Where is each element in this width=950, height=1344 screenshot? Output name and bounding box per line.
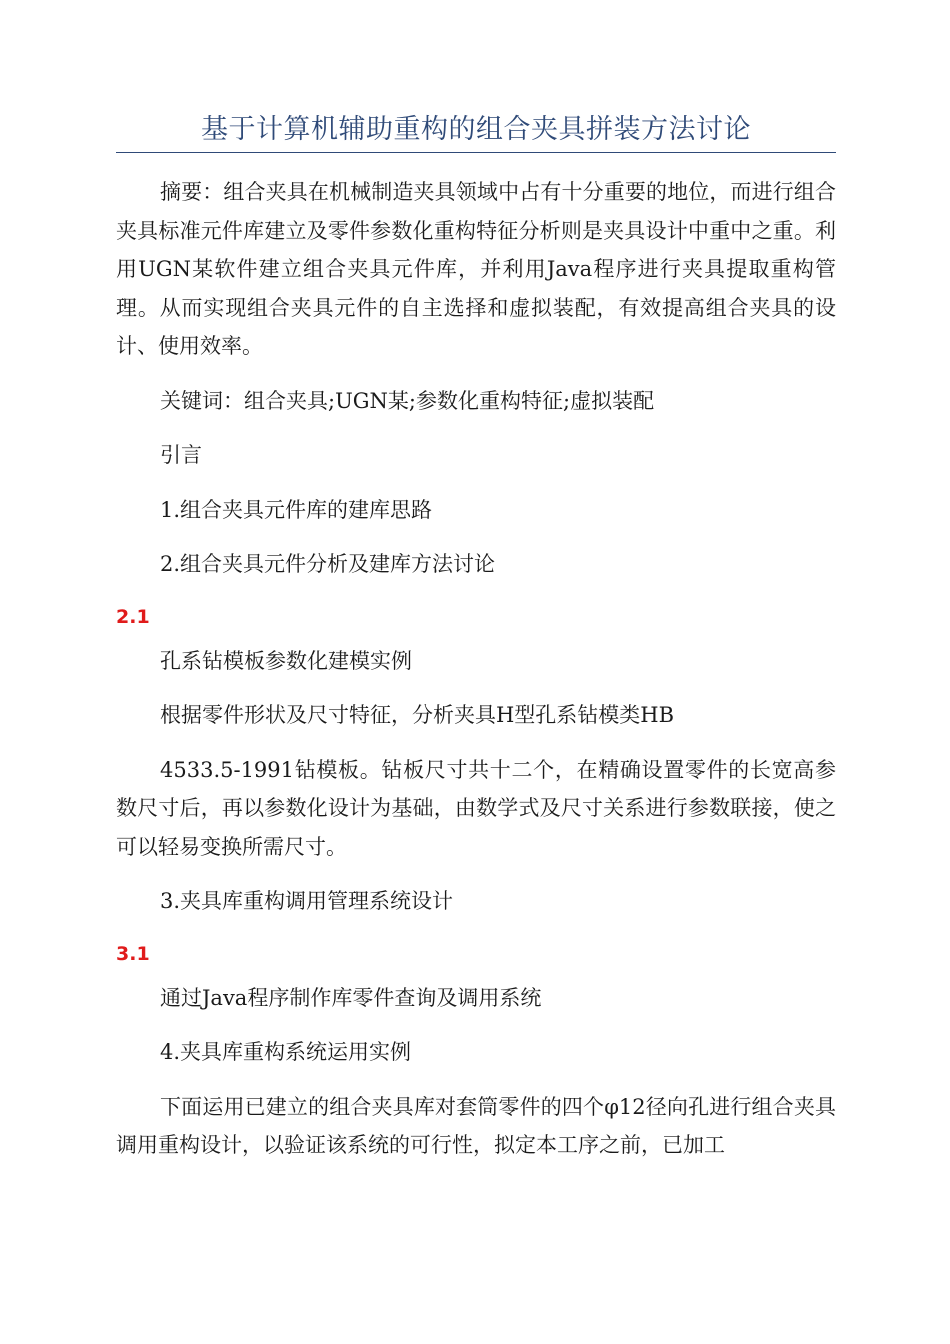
paragraph-2-1-b: 4533.5-1991钻模板。钻板尺寸共十二个，在精确设置零件的长宽高参数尺寸后，再以参数化设计为基础，由数学式及尺寸关系进行参数联接，使之可以轻易变换所需尺寸。 (116, 757, 836, 859)
section-4-heading: 4.夹具库重构系统运用实例 (160, 1040, 412, 1064)
section-1-heading: 1.组合夹具元件库的建库思路 (160, 497, 433, 522)
subsection-3-1-text: 通过Java程序制作库零件查询及调用系统 (160, 985, 542, 1010)
intro-heading: 引言 (160, 443, 202, 467)
document-title: 基于计算机辅助重构的组合夹具拼装方法讨论 (116, 110, 836, 153)
abstract-paragraph: 摘要：组合夹具在机械制造夹具领域中占有十分重要的地位，而进行组合夹具标准元件库建立及零件参数化重构特征分析则是夹具设计中重中之重。利用UGN某软件建立组合夹具元件库，并利用Java程序进行夹具提取重构管理。从而实现组合夹具元件的自主选择和虚拟装配，有效提高组合夹具的设计、使用效率。 (116, 180, 836, 358)
subsection-2-1-title: 孔系钻模板参数化建模实例 (160, 648, 412, 673)
section-3-heading: 3.夹具库重构调用管理系统设计 (160, 889, 454, 913)
paragraph-2-1-a: 根据零件形状及尺寸特征，分析夹具H型孔系钻模类HB (160, 703, 675, 727)
subsection-2-1-number: 2.1 (116, 605, 150, 628)
paragraph-4: 下面运用已建立的组合夹具库对套筒零件的四个φ12径向孔进行组合夹具调用重构设计，以验证该系统的可行性，拟定本工序之前，已加工 (116, 1094, 836, 1157)
document-page (116, 110, 836, 1165)
keywords-line: 关键词：组合夹具;UGN某;参数化重构特征;虚拟装配 (160, 388, 655, 413)
section-2-heading: 2.组合夹具元件分析及建库方法讨论 (160, 552, 496, 576)
subsection-3-1-number: 3.1 (116, 942, 150, 965)
